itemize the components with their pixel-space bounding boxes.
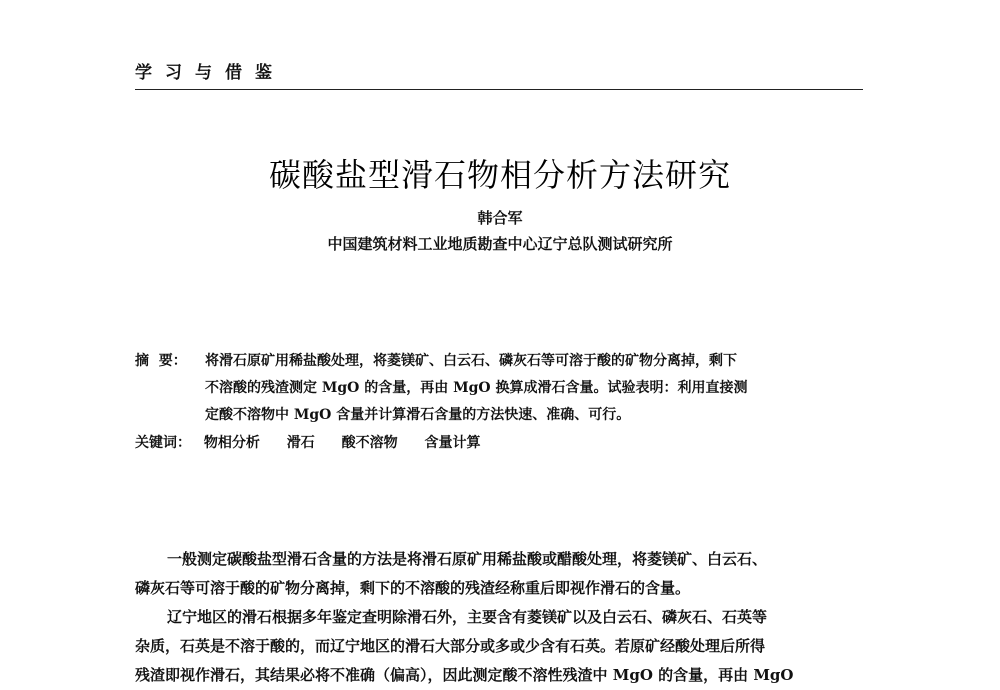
article-affiliation: 中国建筑材料工业地质勘查中心辽宁总队测试研究所 [327,235,673,253]
body-paragraph-line: 辽宁地区的滑石根据多年鉴定查明除滑石外，主要含有菱镁矿以及白云石、磷灰石、石英等 [167,608,768,626]
abstract-body [205,348,863,429]
body-text [135,545,863,690]
keyword-item: 物相分析 [203,435,260,451]
abstract-line: 不溶酸的残渣测定 MgO 的含量，再由 MgO 换算成滑石含量。试验表明：利用直接测 [205,380,748,396]
abstract-label: 摘 要： [135,353,187,369]
abstract-line: 定酸不溶物中 MgO 含量并计算滑石含量的方法快速、准确、可行。 [205,407,631,423]
article-title: 碳酸盐型滑石物相分析方法研究 [268,156,731,194]
body-paragraph-line: 杂质，石英是不溶于酸的，而辽宁地区的滑石大部分或多或少含有石英。若原矿经酸处理后所得 [135,637,766,655]
keywords-block [135,432,863,452]
keywords-label: 关键词： [135,435,191,451]
running-header [135,58,863,90]
keyword-item: 含量计算 [424,435,481,451]
keyword-item: 酸不溶物 [341,435,398,451]
body-paragraph-line: 一般测定碳酸盐型滑石含量的方法是将滑石原矿用稀盐酸或醋酸处理，将菱镁矿、白云石、 [167,550,768,568]
body-paragraph-line: 残渣即视作滑石，其结果必将不准确（偏高），因此测定酸不溶性残渣中 MgO 的含量，再由 MgO [135,666,794,684]
section-label: 学习与借鉴 [135,63,285,83]
keyword-item: 滑石 [286,435,315,451]
body-paragraph-line: 磷灰石等可溶于酸的矿物分离掉，剩下的不溶酸的残渣经称重后即视作滑石的含量。 [135,579,691,597]
article-author: 韩合军 [477,209,523,227]
abstract-line: 将滑石原矿用稀盐酸处理，将菱镁矿、白云石、磷灰石等可溶于酸的矿物分离掉，剩下 [205,353,737,369]
abstract-block [135,348,863,429]
